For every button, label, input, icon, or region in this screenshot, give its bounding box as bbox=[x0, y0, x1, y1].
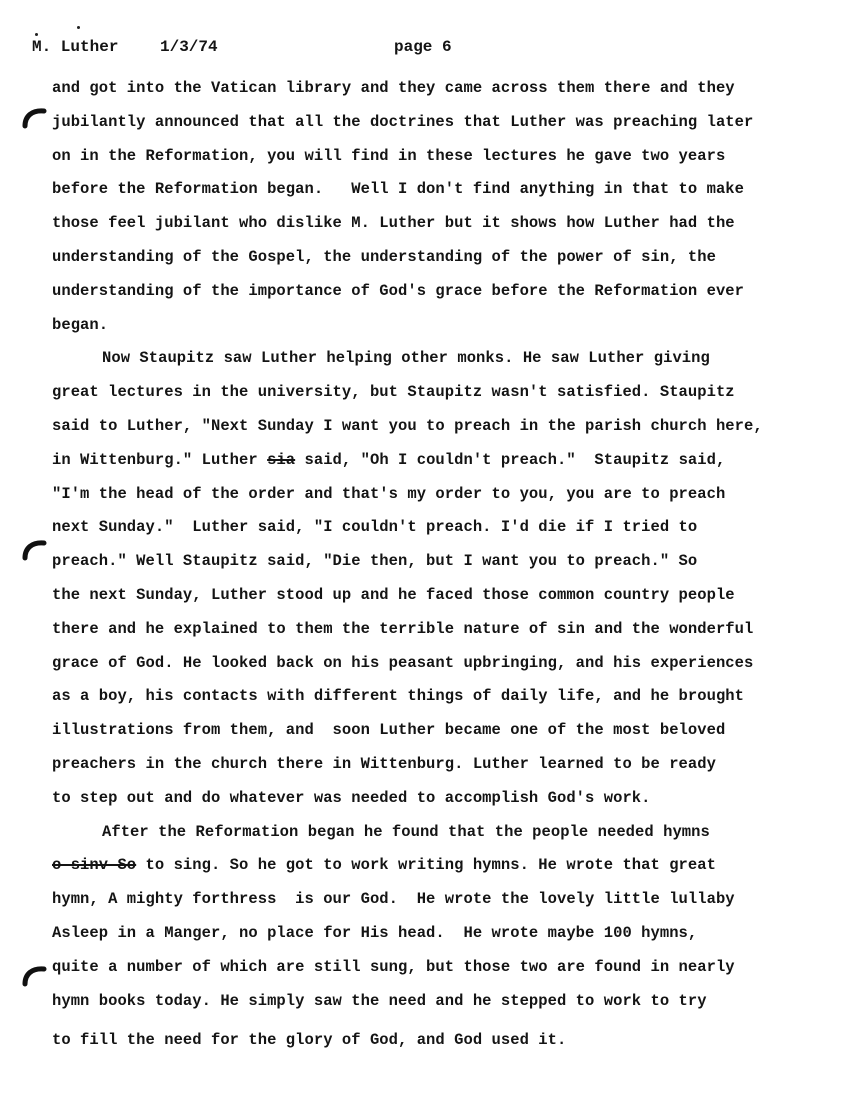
struck-text: o-sinv-So bbox=[52, 856, 137, 875]
body-text bbox=[52, 72, 832, 1058]
text-line: said to Luther, "Next Sunday I want you to preach in the parish church here, bbox=[52, 416, 763, 435]
struck-text: sia bbox=[267, 450, 296, 469]
text-line: there and he explained to them the terrible nature of sin and the wonderful bbox=[52, 619, 754, 638]
text-segment: to sing. So he got to work writing hymns. He wrote that great bbox=[136, 856, 716, 875]
text-line: great lectures in the university, but Staupitz wasn't satisfied. Staupitz bbox=[52, 383, 735, 402]
stray-mark bbox=[35, 33, 38, 36]
text-line: Now Staupitz saw Luther helping other monks. He saw Luther giving bbox=[102, 349, 710, 368]
stray-mark bbox=[77, 26, 80, 29]
header-author: M. Luther bbox=[32, 38, 119, 56]
text-line: hymn, A mighty forthress is our God. He wrote the lovely little lullaby bbox=[52, 890, 735, 909]
text-line: Asleep in a Manger, no place for His head. He wrote maybe 100 hymns, bbox=[52, 923, 698, 942]
text-line: and got into the Vatican library and they came across them there and they bbox=[52, 79, 735, 97]
text-line: After the Reformation began he found that the people needed hymns bbox=[102, 822, 710, 841]
text-line: preachers in the church there in Wittenburg. Luther learned to be ready bbox=[52, 754, 716, 773]
text-line: quite a number of which are still sung, but those two are found in nearly bbox=[52, 957, 735, 976]
text-line: the next Sunday, Luther stood up and he faced those common country people bbox=[52, 585, 735, 604]
text-line: "I'm the head of the order and that's my order to you, you are to preach bbox=[52, 484, 726, 503]
text-line: illustrations from them, and soon Luther became one of the most beloved bbox=[52, 721, 726, 740]
punch-hole-icon bbox=[22, 106, 48, 132]
text-line: to step out and do whatever was needed to accomplish God's work. bbox=[52, 788, 651, 807]
text-line: to fill the need for the glory of God, and God used it. bbox=[52, 1031, 567, 1050]
text-line: as a boy, his contacts with different things of daily life, and he brought bbox=[52, 687, 745, 706]
text-line: on in the Reformation, you will find in these lectures he gave two years bbox=[52, 146, 726, 165]
header-date: 1/3/74 bbox=[160, 38, 218, 56]
text-segment: said, "Oh I couldn't preach." Staupitz said, bbox=[295, 450, 726, 469]
text-line: preach." Well Staupitz said, "Die then, but I want you to preach." So bbox=[52, 552, 698, 571]
punch-hole-icon bbox=[22, 964, 48, 990]
text-line bbox=[52, 849, 832, 883]
text-line: next Sunday." Luther said, "I couldn't preach. I'd die if I tried to bbox=[52, 518, 698, 537]
punch-hole-icon bbox=[22, 538, 48, 564]
text-line: understanding of the importance of God's grace before the Reformation ever bbox=[52, 281, 745, 300]
text-line bbox=[52, 444, 832, 478]
text-line: before the Reformation began. Well I don't find anything in that to make bbox=[52, 180, 745, 199]
header-page-number: page 6 bbox=[394, 38, 452, 56]
text-line: jubilantly announced that all the doctrines that Luther was preaching later bbox=[52, 112, 754, 131]
text-line: grace of God. He looked back on his peasant upbringing, and his experiences bbox=[52, 653, 754, 672]
text-line: hymn books today. He simply saw the need and he stepped to work to try bbox=[52, 991, 707, 1010]
text-line: began. bbox=[52, 315, 109, 334]
text-segment: in Wittenburg." Luther bbox=[52, 450, 268, 469]
text-line: those feel jubilant who dislike M. Luther but it shows how Luther had the bbox=[52, 214, 735, 233]
text-line: understanding of the Gospel, the understanding of the power of sin, the bbox=[52, 247, 716, 266]
